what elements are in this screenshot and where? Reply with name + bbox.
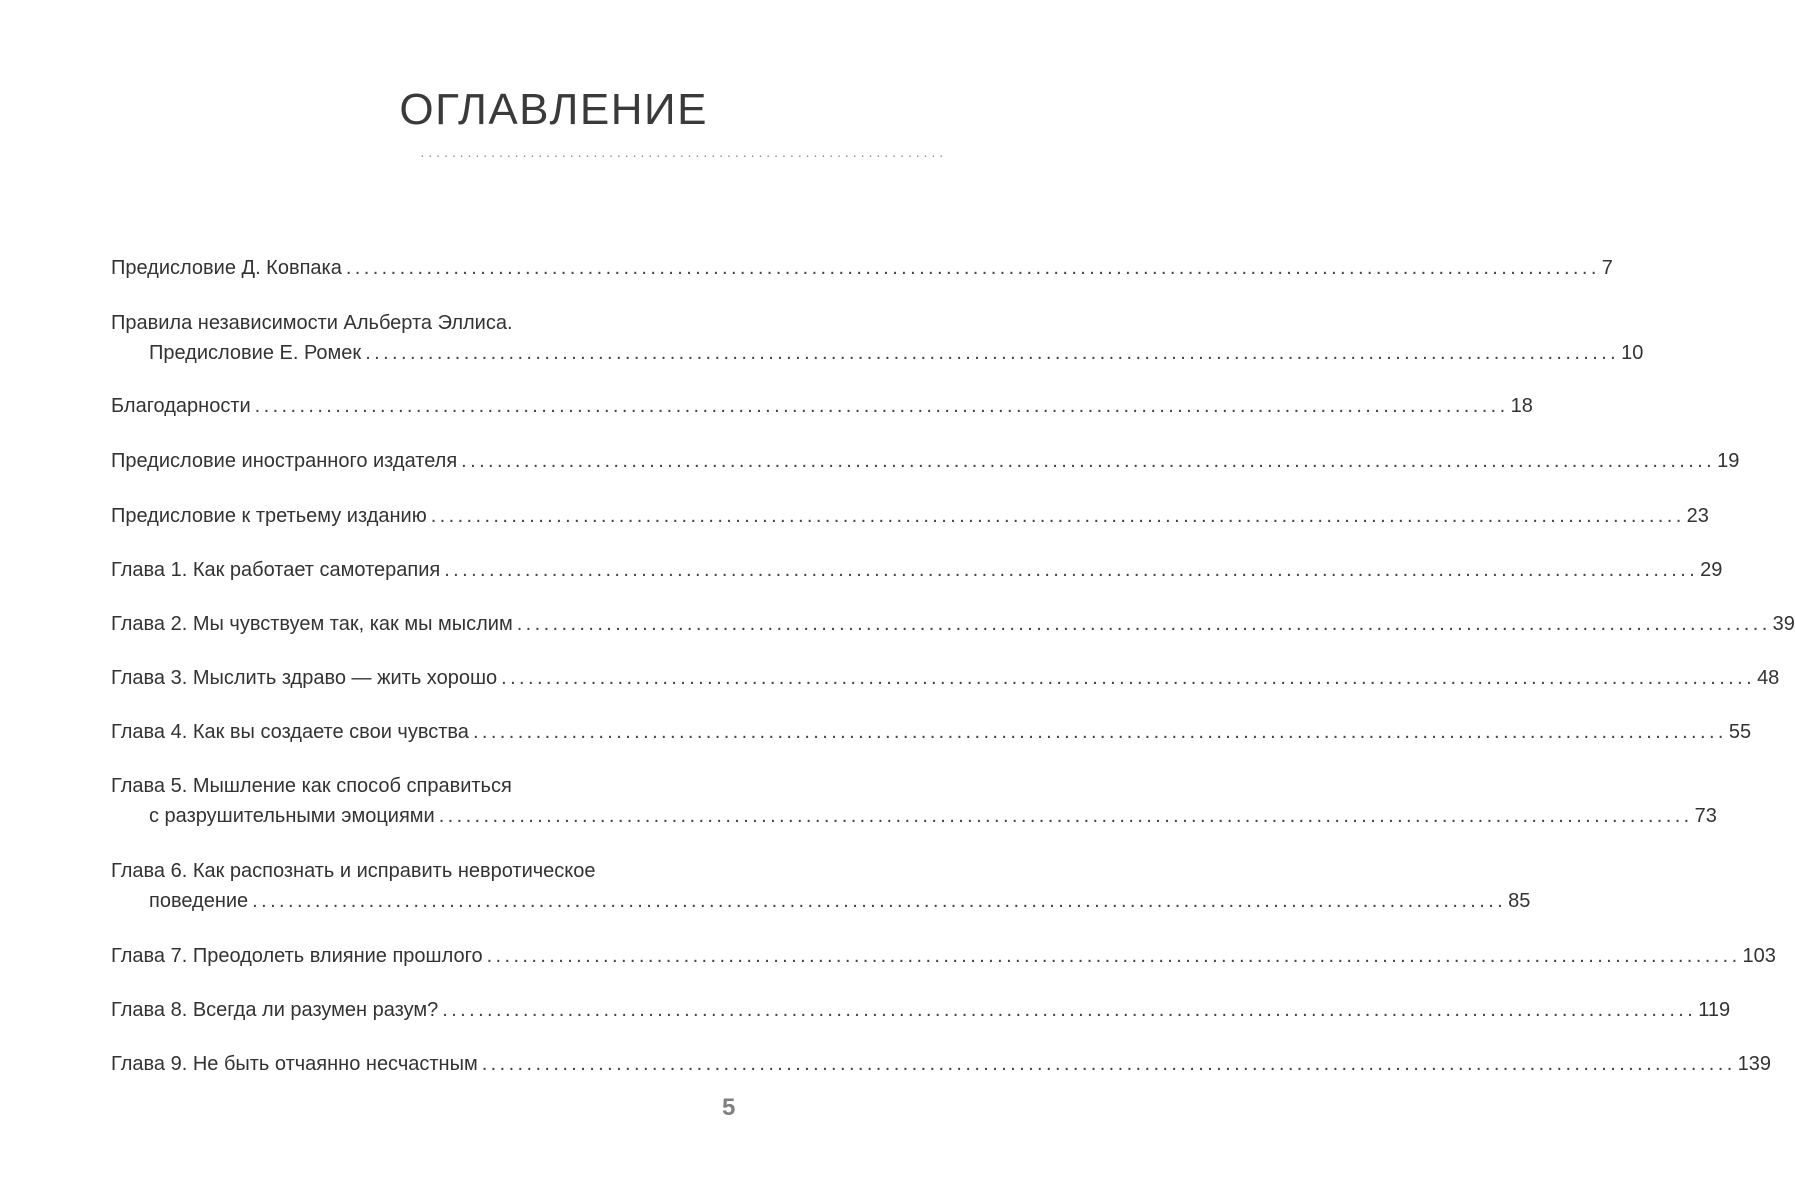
title-dotted-rule: ··································································· [420, 147, 947, 163]
toc-entry-line [111, 555, 1723, 585]
dot-leader: ............................................................................................................................................ [516, 613, 1771, 635]
toc-entry-line [111, 995, 1731, 1025]
toc-entry-title: Предисловие Д. Ковпака [111, 257, 342, 279]
toc-entry-line [111, 941, 1776, 971]
dot-leader: ............................................................................................................................................ [501, 667, 1756, 689]
toc-entry-page: 19 [1717, 450, 1740, 472]
dot-leader: ............................................................................................................................................ [461, 450, 1716, 472]
toc-entry-title: Глава 7. Преодолеть влияние прошлого [111, 945, 483, 967]
dot-leader: ............................................................................................................................................ [472, 721, 1727, 743]
dot-leader: ............................................................................................................................................ [444, 559, 1699, 581]
toc-entry-page: 85 [1508, 890, 1531, 912]
toc-entry[interactable] [111, 717, 1752, 747]
toc-entry-title: Глава 1. Как работает самотерапия [111, 559, 441, 581]
toc-entry-title: Глава 9. Не быть отчаянно несчастным [111, 1053, 478, 1075]
toc-entry-title: Глава 8. Всегда ли разумен разум? [111, 999, 439, 1021]
toc-entry-line [111, 501, 1709, 531]
dot-leader: ............................................................................................................................................ [345, 257, 1600, 279]
toc-entry-line [111, 801, 1717, 831]
toc-entry-line [111, 663, 1780, 693]
toc-entry[interactable] [111, 1049, 1772, 1079]
toc-entry-page: 23 [1686, 505, 1709, 527]
toc-entry-title: Предисловие иностранного издателя [111, 450, 458, 472]
toc-entry-line [111, 1049, 1772, 1079]
toc-entry[interactable] [111, 308, 1644, 368]
toc-entry[interactable] [111, 391, 1533, 421]
toc-entry[interactable] [111, 771, 1717, 831]
toc-entry-line [111, 446, 1740, 476]
toc-entry-title: Глава 6. Как распознать и исправить невротическое [111, 860, 596, 882]
toc-entry-line [111, 338, 1644, 368]
page-title: ОГЛАВЛЕНИЕ [399, 85, 708, 134]
dot-leader: ............................................................................................................................................ [252, 890, 1507, 912]
toc-entry-title: Глава 2. Мы чувствуем так, как мы мыслим [111, 613, 513, 635]
toc-entry[interactable] [111, 555, 1723, 585]
toc-entry[interactable] [111, 501, 1709, 531]
toc-entry-title: Глава 3. Мыслить здраво — жить хорошо [111, 667, 498, 689]
toc-entry-page: 39 [1772, 613, 1795, 635]
toc-entry-line [111, 717, 1752, 747]
dot-leader: ............................................................................................................................................ [481, 1053, 1736, 1075]
dot-leader: ............................................................................................................................................ [486, 945, 1741, 967]
dot-leader: ............................................................................................................................................ [254, 395, 1509, 417]
toc-entry[interactable] [111, 995, 1731, 1025]
toc-entry-line [111, 856, 708, 886]
toc-entry-line [111, 609, 1795, 639]
dot-leader: ............................................................................................................................................ [430, 505, 1685, 527]
toc-entry[interactable] [111, 253, 1613, 283]
dot-leader: ............................................................................................................................................ [365, 342, 1620, 364]
dot-leader: ............................................................................................................................................ [438, 805, 1693, 827]
toc-entry-title: поведение [149, 890, 249, 912]
toc-entry-page: 48 [1757, 667, 1780, 689]
toc-entry[interactable] [111, 941, 1776, 971]
toc-entry-page: 29 [1700, 559, 1723, 581]
toc-entry[interactable] [111, 446, 1740, 476]
toc-entry-page: 18 [1510, 395, 1533, 417]
toc-entry-line [111, 391, 1533, 421]
toc-entry-title: Предисловие Е. Ромек [149, 342, 362, 364]
toc-entry-page: 55 [1728, 721, 1752, 743]
toc-entry-page: 10 [1621, 342, 1644, 364]
toc-entry[interactable] [111, 663, 1780, 693]
toc-entry-title: Правила независимости Альберта Эллиса. [111, 312, 513, 334]
toc-entry[interactable] [111, 856, 1531, 916]
toc-entry-page: 7 [1601, 257, 1613, 279]
toc-entry-title: с разрушительными эмоциями [149, 805, 435, 827]
toc-entry-page: 73 [1694, 805, 1717, 827]
toc-entry-line [111, 771, 708, 801]
toc-entry-title: Предисловие к третьему изданию [111, 505, 427, 527]
toc-entry[interactable] [111, 609, 1795, 639]
toc-entry-title: Глава 4. Как вы создаете свои чувства [111, 721, 469, 743]
toc-entry-page: 103 [1742, 945, 1776, 967]
toc-entry-line [111, 886, 1531, 916]
page-number: 5 [722, 1094, 736, 1121]
toc-entry-page: 119 [1698, 999, 1731, 1021]
dot-leader: ............................................................................................................................................ [442, 999, 1697, 1021]
toc-entry-page: 139 [1737, 1053, 1772, 1075]
toc-entry-title: Глава 5. Мышление как способ справиться [111, 775, 512, 797]
toc-entry-line [111, 308, 708, 338]
toc-entry-title: Благодарности [111, 395, 251, 417]
toc-entry-line [111, 253, 1613, 283]
